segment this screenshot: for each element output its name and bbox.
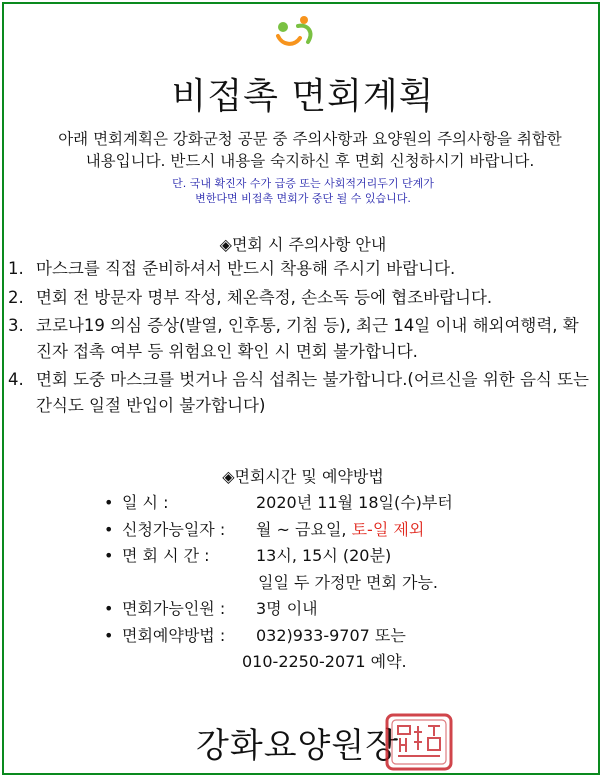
seal-stamp-icon bbox=[384, 712, 454, 772]
schedule-capacity bbox=[102, 596, 582, 623]
schedule-time-note bbox=[102, 570, 582, 597]
field-value: 010-2250-2071 예약. bbox=[242, 652, 407, 671]
field-value: 월 ~ 금요일, bbox=[256, 519, 347, 539]
field-value: 2020년 11월 18일(수)부터 bbox=[256, 493, 453, 512]
notice-line: 변한다면 비접촉 면회가 중단 될 수 있습니다. bbox=[195, 192, 411, 205]
list-item bbox=[8, 367, 593, 418]
item-text: 면회 도중 마스크를 벗거나 음식 섭취는 불가합니다.(어르신을 위한 음식 또는 간식도 일절 반입이 불가합니다) bbox=[36, 370, 589, 415]
field-label: 일 시 : bbox=[122, 493, 169, 512]
schedule-time bbox=[102, 543, 582, 570]
notice-text bbox=[0, 176, 606, 206]
field-value: 13시, 15시 (20분) bbox=[256, 546, 392, 565]
field-note: 일일 두 가정만 면회 가능. bbox=[258, 572, 438, 592]
list-item bbox=[8, 256, 593, 282]
field-value: 032)933-9707 또는 bbox=[256, 625, 406, 645]
precautions-heading: ◈면회 시 주의사항 안내 bbox=[219, 235, 387, 254]
bullet-icon: • bbox=[104, 546, 114, 565]
item-text: 코로나19 의심 증상(발열, 인후통, 기침 등), 최근 14일 이내 해외여행력, 확진자 접촉 여부 등 위험요인 확인 시 면회 불가합니다. bbox=[36, 316, 579, 361]
list-item bbox=[8, 285, 593, 311]
field-label: 면회가능인원 : bbox=[122, 599, 226, 618]
field-label: 신청가능일자 : bbox=[122, 519, 226, 539]
schedule-list bbox=[102, 490, 582, 676]
excluded-days: 토-일 제외 bbox=[351, 519, 425, 539]
page-title: 비접촉 면회계획 bbox=[171, 76, 435, 117]
item-number: 2. bbox=[8, 287, 24, 307]
logo-icon bbox=[274, 14, 320, 48]
field-label: 면 회 시 간 : bbox=[122, 546, 210, 565]
list-item bbox=[8, 313, 593, 364]
schedule-heading: ◈면회시간 및 예약방법 bbox=[222, 467, 384, 486]
field-label: 면회예약방법 : bbox=[122, 625, 226, 645]
item-number: 4. bbox=[8, 370, 24, 389]
bullet-icon: • bbox=[104, 493, 114, 512]
intro-line: 아래 면회계획은 강화군청 공문 중 주의사항과 요양원의 주의사항을 취합한 bbox=[58, 130, 562, 148]
notice-line: 단. 국내 확진자 수가 급증 또는 사회적거리두기 단계가 bbox=[172, 177, 434, 190]
signature: 강화요양원장 bbox=[196, 726, 400, 766]
bullet-icon: • bbox=[104, 625, 114, 645]
field-value: 3명 이내 bbox=[256, 599, 318, 618]
schedule-reservation bbox=[102, 623, 582, 650]
intro-line: 내용입니다. 반드시 내용을 숙지하신 후 면회 신청하시기 바랍니다. bbox=[85, 152, 535, 170]
item-number: 1. bbox=[8, 259, 24, 278]
bullet-icon: • bbox=[104, 599, 114, 618]
intro-text bbox=[30, 128, 590, 172]
schedule-apply-days bbox=[102, 517, 582, 544]
bullet-icon: • bbox=[104, 519, 114, 539]
schedule-date bbox=[102, 490, 582, 517]
item-number: 3. bbox=[8, 316, 24, 335]
schedule-reservation-cont bbox=[102, 649, 582, 676]
precautions-list bbox=[8, 256, 593, 421]
item-text: 마스크를 직접 준비하셔서 반드시 착용해 주시기 바랍니다. bbox=[36, 259, 456, 278]
item-text: 면회 전 방문자 명부 작성, 체온측정, 손소독 등에 협조바랍니다. bbox=[36, 287, 493, 307]
